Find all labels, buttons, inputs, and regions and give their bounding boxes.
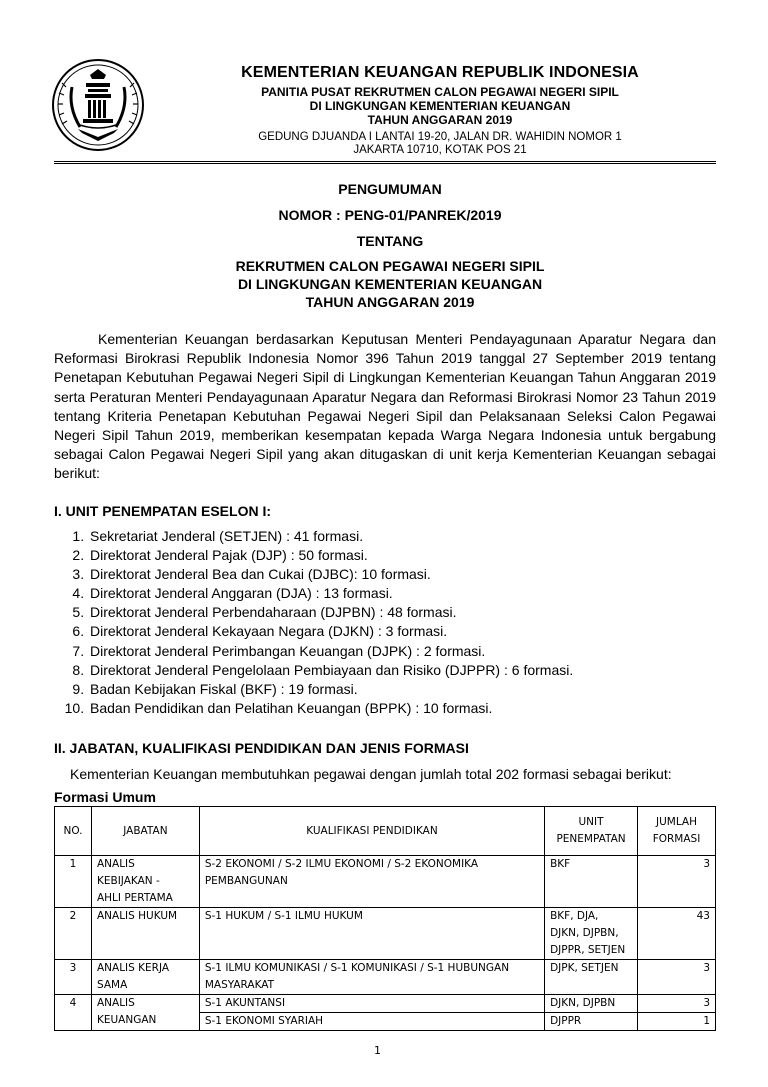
- cell-line: S-2 EKONOMI / S-2 ILMU EKONOMI / S-2 EKONOMIKA: [204, 858, 479, 870]
- cell-jumlah: 1: [638, 1013, 716, 1031]
- cell-unit: BKF: [545, 856, 638, 908]
- section-2-title: II. JABATAN, KUALIFIKASI PENDIDIKAN DAN JENIS FORMASI: [54, 740, 469, 756]
- cell-no: 1: [55, 856, 92, 908]
- cell-line: KEBIJAKAN -: [96, 875, 160, 887]
- cell-no: 3: [55, 960, 92, 995]
- cell-line: AHLI PERTAMA: [96, 892, 173, 904]
- header-jumlah-line2: FORMASI: [652, 833, 701, 845]
- ministry-emblem-logo: [50, 57, 146, 153]
- intro-paragraph-text: Kementerian Keuangan berdasarkan Keputusan Menteri Pendayagunaan Aparatur Negara dan Reformasi Birokrasi Republik Indonesia Nomor 396 Tahun 2019 tanggal 27 September 2019 tentang Penetapan Kebutuhan Pegawai Negeri Sipil di Lingkungan Kementerian Keuangan Tahun Anggaran 2019 serta Peraturan Menteri Pendayagunaan Aparatur Negara dan Reformasi Birokrasi Nomor 23 Tahun 2019 tentang Kriteria Penetapan Kebutuhan Pegawai Negeri Sipil dan Pelaksanaan Seleksi Calon Pegawai Negeri Sipil Tahun 2019, memberikan kesempatan kepada Warga Negara Indonesia untuk bergabung sebagai Calon Pegawai Negeri Sipil yang akan ditugaskan di unit kerja Kementerian Keuangan sebagai berikut:: [54, 331, 716, 482]
- cell-kualifikasi: S-1 EKONOMI SYARIAH: [199, 1013, 544, 1031]
- list-item: 9. Badan Kebijakan Fiskal (BKF) : 19 formasi.: [88, 680, 573, 699]
- cell-jumlah: 3: [638, 960, 716, 995]
- cell-line: ANALIS: [96, 858, 135, 870]
- list-item: 10. Badan Pendidikan dan Pelatihan Keuangan (BPPK) : 10 formasi.: [88, 699, 573, 718]
- cell-jumlah: 3: [638, 856, 716, 908]
- list-item: 6. Direktorat Jenderal Kekayaan Negara (DJKN) : 3 formasi.: [88, 622, 573, 641]
- cell-line: BKF, DJA,: [550, 910, 599, 922]
- committee-line-1: PANITIA PUSAT REKRUTMEN CALON PEGAWAI NEGERI SIPIL: [261, 85, 619, 99]
- unit-list: [54, 527, 573, 718]
- table-row: [55, 995, 716, 1013]
- cell-jabatan: [91, 856, 199, 908]
- intro-paragraph: [54, 330, 716, 484]
- ministry-name: KEMENTERIAN KEUANGAN REPUBLIK INDONESIA: [241, 64, 639, 81]
- letterhead-divider: [54, 161, 716, 162]
- cell-kualifikasi: [199, 856, 544, 908]
- cell-jumlah: 3: [638, 995, 716, 1013]
- cell-unit: [545, 908, 638, 960]
- cell-unit: DJPPR: [545, 1013, 638, 1031]
- cell-line: ANALIS: [96, 997, 135, 1009]
- cell-line: DJKN, DJPBN,: [550, 927, 619, 939]
- list-item: 1. Sekretariat Jenderal (SETJEN) : 41 formasi.: [88, 527, 573, 546]
- cell-line: SAMA: [96, 979, 128, 991]
- cell-line: MASYARAKAT: [204, 979, 275, 991]
- table-row: [55, 856, 716, 908]
- table-title: Formasi Umum: [54, 789, 156, 805]
- header-jumlah: [638, 807, 716, 856]
- announcement-subject-3: TAHUN ANGGARAN 2019: [305, 294, 475, 310]
- section-2-intro: Kementerian Keuangan membutuhkan pegawai dengan jumlah total 202 formasi sebagai berikut:: [70, 766, 672, 782]
- cell-jabatan: [91, 960, 199, 995]
- cell-jabatan: ANALIS HUKUM: [91, 908, 199, 960]
- list-item: 2. Direktorat Jenderal Pajak (DJP) : 50 formasi.: [88, 546, 573, 565]
- list-item: 7. Direktorat Jenderal Perimbangan Keuangan (DJPK) : 2 formasi.: [88, 642, 573, 661]
- header-jumlah-line1: JUMLAH: [656, 816, 698, 828]
- announcement-subject-2: DI LINGKUNGAN KEMENTERIAN KEUANGAN: [237, 276, 543, 292]
- cell-line: DJPPR, SETJEN: [550, 944, 626, 956]
- cell-no: 2: [55, 908, 92, 960]
- address-line-2: JAKARTA 10710, KOTAK POS 21: [353, 144, 527, 156]
- announcement-about: TENTANG: [356, 233, 424, 249]
- section-1-title: I. UNIT PENEMPATAN ESELON I:: [54, 503, 272, 519]
- list-item: 3. Direktorat Jenderal Bea dan Cukai (DJBC): 10 formasi.: [88, 565, 573, 584]
- committee-line-3: TAHUN ANGGARAN 2019: [367, 113, 513, 127]
- cell-no: 4: [55, 995, 92, 1031]
- header-no: NO.: [55, 807, 92, 856]
- announcement-label: PENGUMUMAN: [338, 181, 442, 197]
- list-item: 5. Direktorat Jenderal Perbendaharaan (DJPBN) : 48 formasi.: [88, 603, 573, 622]
- committee-line-2: DI LINGKUNGAN KEMENTERIAN KEUANGAN: [309, 99, 571, 113]
- cell-jumlah: 43: [638, 908, 716, 960]
- cell-unit: DJKN, DJPBN: [545, 995, 638, 1013]
- letterhead-divider-thin: [54, 163, 716, 164]
- cell-kualifikasi: S-1 HUKUM / S-1 ILMU HUKUM: [199, 908, 544, 960]
- cell-jabatan: [91, 995, 199, 1031]
- formation-table: [54, 806, 716, 1031]
- announcement-number: NOMOR : PENG-01/PANREK/2019: [278, 207, 502, 223]
- page-number: 1: [374, 1044, 381, 1057]
- header-kualifikasi: KUALIFIKASI PENDIDIKAN: [199, 807, 544, 856]
- cell-kualifikasi: S-1 AKUNTANSI: [199, 995, 544, 1013]
- cell-line: S-1 ILMU KOMUNIKASI / S-1 KOMUNIKASI / S-1 HUBUNGAN: [204, 962, 510, 974]
- cell-unit: DJPK, SETJEN: [545, 960, 638, 995]
- list-item: 4. Direktorat Jenderal Anggaran (DJA) : 13 formasi.: [88, 584, 573, 603]
- cell-kualifikasi: [199, 960, 544, 995]
- table-header-row: [55, 807, 716, 856]
- header-unit: [545, 807, 638, 856]
- table-row: [55, 908, 716, 960]
- header-unit-line1: UNIT: [578, 816, 604, 828]
- announcement-subject-1: REKRUTMEN CALON PEGAWAI NEGERI SIPIL: [235, 258, 545, 274]
- address-line-1: GEDUNG DJUANDA I LANTAI 19-20, JALAN DR. WAHIDIN NOMOR 1: [258, 131, 622, 143]
- cell-line: ANALIS KERJA: [96, 962, 170, 974]
- header-jabatan: JABATAN: [91, 807, 199, 856]
- cell-line: KEUANGAN: [96, 1014, 157, 1026]
- cell-line: PEMBANGUNAN: [204, 875, 288, 887]
- list-item: 8. Direktorat Jenderal Pengelolaan Pembiayaan dan Risiko (DJPPR) : 6 formasi.: [88, 661, 573, 680]
- header-unit-line2: PENEMPATAN: [556, 833, 626, 845]
- table-row: [55, 960, 716, 995]
